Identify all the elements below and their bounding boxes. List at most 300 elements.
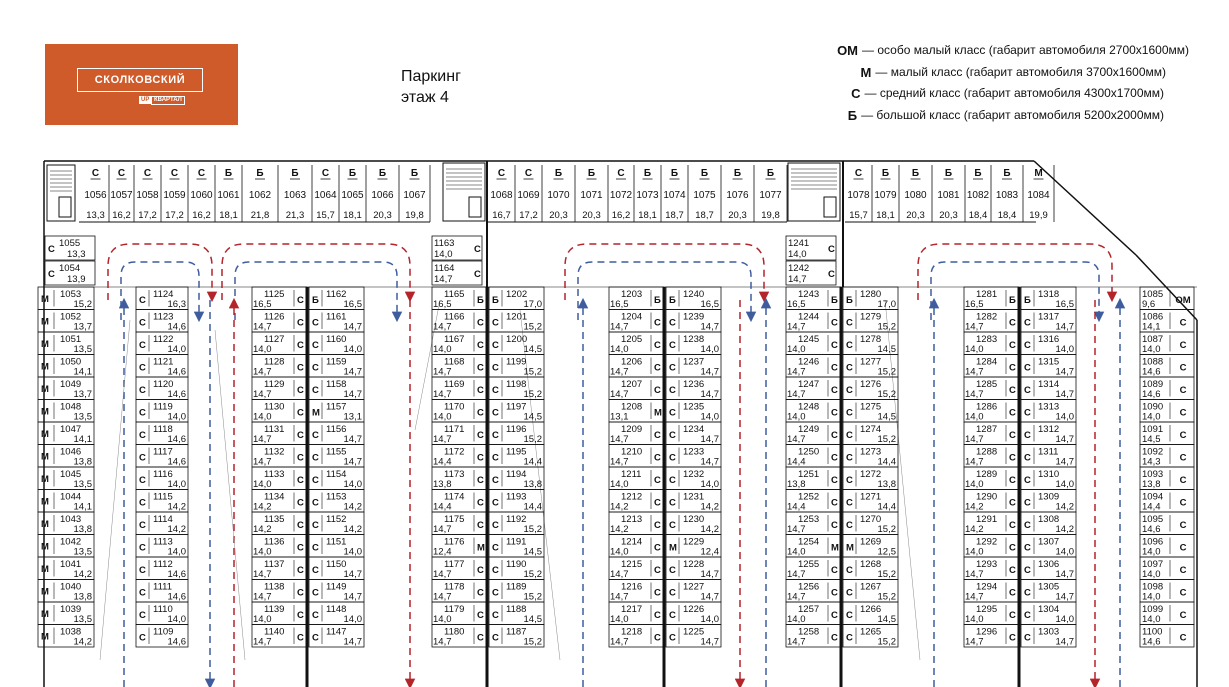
spot-area-1296: 14,7 <box>965 636 984 648</box>
spot-class-1194: С <box>492 475 499 486</box>
spot-class-1204: С <box>654 317 661 329</box>
spot-class-1176: М <box>477 542 485 554</box>
spot-area-1175: 14,7 <box>433 524 452 535</box>
spot-number-1206: 1206 <box>621 356 643 368</box>
spot-class-1229: М <box>669 542 677 554</box>
spot-area-1116: 14,0 <box>167 479 186 490</box>
spot-class-1208: М <box>654 407 662 419</box>
spot-number-1267: 1267 <box>860 581 882 593</box>
spot-number-1088: 1088 <box>1142 356 1164 368</box>
spot-number-1306: 1306 <box>1038 559 1060 570</box>
spot-class-1132: С <box>297 452 304 464</box>
spot-class-1068: С <box>497 168 506 179</box>
spot-number-1057: 1057 <box>110 190 133 201</box>
spot-area-1253: 14,7 <box>787 524 806 535</box>
spot-number-1187: 1187 <box>506 626 527 638</box>
spot-class-1084: М <box>1034 168 1043 179</box>
spot-area-1113: 14,0 <box>167 546 186 558</box>
spot-class-1087: С <box>1179 340 1187 351</box>
spot-area-1209: 14,7 <box>610 434 629 445</box>
spot-area-1157: 13,1 <box>343 411 362 423</box>
spot-class-1072: С <box>617 168 625 179</box>
spot-area-1170: 14,0 <box>433 411 452 423</box>
spot-number-1175: 1175 <box>444 514 465 525</box>
spot-number-1281: 1281 <box>976 289 998 300</box>
spot-number-1064: 1064 <box>314 190 337 201</box>
spot-number-1093: 1093 <box>1142 469 1164 480</box>
spot-area-1109: 14,6 <box>167 636 186 648</box>
spot-class-1047: М <box>41 429 49 440</box>
spot-class-1139: С <box>297 610 304 621</box>
spot-number-1110: 1110 <box>153 604 173 615</box>
legend-text: — малый класс (габарит автомобиля 3700х1600мм) <box>875 64 1166 79</box>
spot-number-1120: 1120 <box>153 379 174 390</box>
spot-area-1058: 17,2 <box>138 210 157 221</box>
spot-number-1156: 1156 <box>326 424 347 435</box>
spot-number-1090: 1090 <box>1142 401 1164 413</box>
spot-class-1251: С <box>831 475 838 486</box>
spot-area-1188: 14,5 <box>523 614 542 625</box>
spot-area-1095: 14,6 <box>1142 524 1161 535</box>
spot-number-1049: 1049 <box>60 379 82 390</box>
spot-area-1255: 14,7 <box>787 569 806 580</box>
spot-class-1060: С <box>197 168 206 179</box>
spot-class-1309: С <box>1024 497 1031 509</box>
red-loop-arrow <box>918 244 1112 300</box>
spot-area-1135: 14,2 <box>253 524 272 535</box>
spot-area-1314: 14,7 <box>1055 389 1074 400</box>
spot-number-1135: 1135 <box>264 514 285 525</box>
spot-class-1052: М <box>41 316 49 328</box>
spot-number-1265: 1265 <box>860 626 882 638</box>
spot-class-1079: Б <box>881 168 890 179</box>
spot-class-1265: С <box>846 632 853 644</box>
spot-number-1072: 1072 <box>609 190 633 201</box>
spot-area-1085: 9,6 <box>1142 299 1156 310</box>
spot-class-1234: С <box>669 430 676 441</box>
spot-area-1161: 14,7 <box>343 321 362 333</box>
spot-number-1168: 1168 <box>444 356 465 368</box>
spot-area-1240: 16,5 <box>700 299 719 310</box>
spot-class-1292: С <box>1009 542 1016 554</box>
spot-number-1268: 1268 <box>860 559 882 570</box>
spot-class-1123: С <box>139 317 146 329</box>
spot-area-1201: 15,2 <box>523 321 542 333</box>
spot-class-1199: С <box>492 362 499 374</box>
spot-class-1192: С <box>492 520 499 531</box>
spot-class-1168: С <box>477 362 484 374</box>
spot-number-1305: 1305 <box>1038 581 1060 593</box>
spot-number-1089: 1089 <box>1142 379 1164 390</box>
legend-code: М <box>860 64 872 80</box>
spot-class-1310: С <box>1024 475 1031 486</box>
spot-area-1068: 16,7 <box>492 210 511 221</box>
spot-number-1192: 1192 <box>506 514 527 525</box>
spot-area-1227: 14,7 <box>700 591 719 603</box>
spot-number-1169: 1169 <box>444 379 465 390</box>
spot-area-1265: 15,2 <box>877 636 896 648</box>
spot-area-1158: 14,7 <box>343 389 362 400</box>
spot-class-1177: С <box>477 565 484 576</box>
spot-area-1112: 14,6 <box>167 569 186 580</box>
spot-number-1215: 1215 <box>621 559 643 570</box>
spot-area-1081: 20,3 <box>939 210 958 221</box>
spot-number-1193: 1193 <box>506 491 527 503</box>
spot-class-1313: С <box>1024 407 1031 419</box>
spot-number-1253: 1253 <box>798 514 820 525</box>
spot-area-1293: 14,7 <box>965 569 984 580</box>
spot-area-1137: 14,7 <box>253 569 272 580</box>
spot-class-1163: С <box>474 244 481 255</box>
logo-brand-text: СКОЛКОВСКИЙ <box>94 74 186 86</box>
spot-class-1091: С <box>1179 430 1187 441</box>
spot-area-1197: 14,5 <box>523 411 542 423</box>
spot-area-1156: 14,7 <box>343 434 362 445</box>
spot-number-1162: 1162 <box>326 289 347 300</box>
spot-class-1065: Б <box>348 168 357 179</box>
spot-class-1257: С <box>831 610 838 621</box>
spot-class-1225: С <box>669 632 676 644</box>
spot-class-1041: М <box>41 564 49 575</box>
spot-number-1239: 1239 <box>683 311 705 323</box>
spot-area-1149: 14,7 <box>343 591 362 603</box>
spot-area-1082: 18,4 <box>968 210 988 221</box>
spot-number-1165: 1165 <box>444 289 465 300</box>
spot-class-1171: С <box>477 430 484 441</box>
spot-class-1056: С <box>91 168 100 179</box>
spot-class-1095: С <box>1179 520 1187 531</box>
spot-area-1217: 14,0 <box>610 614 629 625</box>
spot-area-1152: 14,2 <box>343 524 362 535</box>
spot-class-1315: С <box>1024 362 1031 374</box>
spot-number-1070: 1070 <box>547 190 570 201</box>
spot-number-1235: 1235 <box>683 401 705 413</box>
spot-number-1217: 1217 <box>621 604 643 615</box>
spot-area-1044: 14,1 <box>73 501 92 513</box>
spot-area-1216: 14,7 <box>610 591 629 603</box>
spot-class-1138: С <box>297 587 304 599</box>
spot-class-1051: М <box>41 339 49 350</box>
spot-class-1296: С <box>1009 632 1016 644</box>
spot-area-1126: 14,7 <box>253 321 272 333</box>
spot-class-1130: С <box>297 407 304 419</box>
spot-area-1091: 14,5 <box>1142 434 1161 445</box>
spot-class-1295: С <box>1009 610 1016 621</box>
spot-area-1148: 14,0 <box>343 614 362 625</box>
spot-number-1121: 1121 <box>153 356 174 368</box>
spot-area-1122: 14,0 <box>167 344 186 355</box>
spot-class-1226: С <box>669 610 676 621</box>
spot-area-1160: 14,0 <box>343 344 362 355</box>
spot-area-1053: 15,2 <box>73 299 92 310</box>
spot-number-1159: 1159 <box>326 356 347 368</box>
spot-area-1138: 14,7 <box>253 591 272 603</box>
spot-class-1127: С <box>297 340 304 351</box>
spot-class-1067: Б <box>410 168 419 179</box>
spot-area-1087: 14,0 <box>1142 344 1161 355</box>
spot-class-1203: Б <box>654 295 661 306</box>
spot-number-1295: 1295 <box>976 604 998 615</box>
spot-area-1187: 15,2 <box>523 636 542 648</box>
spot-area-1289: 14,0 <box>965 479 984 490</box>
spot-class-1180: С <box>477 632 484 644</box>
spot-number-1280: 1280 <box>860 289 882 300</box>
spot-number-1155: 1155 <box>326 446 347 458</box>
spot-class-1061: Б <box>224 168 233 179</box>
spot-area-1051: 13,5 <box>73 344 92 355</box>
spot-number-1252: 1252 <box>798 491 820 503</box>
spot-area-1171: 14,7 <box>433 434 452 445</box>
spot-number-1290: 1290 <box>976 491 998 503</box>
parking-spots <box>38 168 1194 648</box>
spot-area-1086: 14,1 <box>1142 321 1161 333</box>
spot-number-1201: 1201 <box>506 311 528 323</box>
spot-class-1048: М <box>41 406 49 418</box>
spot-number-1227: 1227 <box>683 581 705 593</box>
spot-number-1172: 1172 <box>444 446 465 458</box>
spot-area-1252: 14,4 <box>787 501 806 513</box>
legend-code: Б <box>847 107 858 123</box>
spot-number-1053: 1053 <box>60 289 82 300</box>
spot-class-1150: С <box>312 565 319 576</box>
spot-class-1093: С <box>1179 475 1187 486</box>
spot-number-1163: 1163 <box>434 238 455 249</box>
spot-area-1315: 14,7 <box>1055 366 1074 378</box>
spot-area-1039: 13,5 <box>73 614 92 625</box>
spot-class-1085: ОМ <box>1175 295 1191 306</box>
spot-number-1273: 1273 <box>860 446 882 458</box>
spot-number-1234: 1234 <box>683 424 705 435</box>
spot-number-1303: 1303 <box>1038 626 1060 638</box>
spot-number-1095: 1095 <box>1142 514 1164 525</box>
spot-number-1225: 1225 <box>683 626 705 638</box>
spot-area-1169: 14,7 <box>433 389 452 400</box>
spot-area-1307: 14,0 <box>1055 546 1074 558</box>
stair-block <box>443 163 485 221</box>
spot-area-1267: 15,2 <box>877 591 896 603</box>
spot-number-1099: 1099 <box>1142 604 1164 615</box>
spot-area-1276: 15,2 <box>877 389 896 400</box>
spot-area-1249: 14,7 <box>787 434 806 445</box>
spot-class-1070: Б <box>554 168 563 179</box>
spot-area-1047: 14,1 <box>73 434 92 445</box>
spot-number-1307: 1307 <box>1038 536 1060 548</box>
legend-text: — большой класс (габарит автомобиля 5200х2000мм) <box>861 107 1164 122</box>
spot-class-1110: С <box>139 610 146 621</box>
spot-area-1213: 14,2 <box>610 524 629 535</box>
spot-class-1169: С <box>477 385 484 396</box>
spot-number-1316: 1316 <box>1038 334 1060 345</box>
red-loop-arrow <box>222 244 410 300</box>
spot-area-1266: 14,5 <box>877 614 896 625</box>
spot-class-1174: С <box>477 497 484 509</box>
spot-area-1077: 19,8 <box>761 210 780 221</box>
spot-class-1059: С <box>170 168 179 179</box>
spot-class-1063: Б <box>291 168 299 179</box>
spot-number-1091: 1091 <box>1142 424 1164 435</box>
spot-area-1202: 17,0 <box>523 299 542 310</box>
spot-number-1060: 1060 <box>190 190 213 201</box>
spot-number-1131: 1131 <box>264 424 285 435</box>
spot-number-1309: 1309 <box>1038 491 1060 503</box>
spot-class-1155: С <box>312 452 319 464</box>
spot-area-1210: 14,7 <box>610 456 629 468</box>
spot-class-1124: С <box>139 295 146 306</box>
spot-class-1109: С <box>139 632 146 644</box>
spot-class-1270: С <box>846 520 853 531</box>
stair-block <box>788 163 840 221</box>
spot-class-1151: С <box>312 542 319 554</box>
spot-class-1166: С <box>477 317 484 329</box>
spot-number-1266: 1266 <box>860 604 882 615</box>
spot-number-1061: 1061 <box>217 190 240 201</box>
spot-number-1178: 1178 <box>444 581 465 593</box>
spot-class-1134: С <box>297 497 304 509</box>
spot-class-1089: С <box>1179 385 1187 396</box>
spot-number-1065: 1065 <box>341 190 364 201</box>
spot-number-1050: 1050 <box>60 356 82 368</box>
spot-number-1087: 1087 <box>1142 334 1164 345</box>
spot-number-1152: 1152 <box>326 514 347 525</box>
spot-area-1041: 14,2 <box>73 569 92 580</box>
spot-class-1202: Б <box>492 295 499 306</box>
spot-area-1063: 21,3 <box>285 210 305 221</box>
spot-number-1200: 1200 <box>506 334 528 345</box>
spot-number-1249: 1249 <box>798 424 820 435</box>
spot-area-1271: 14,4 <box>877 501 896 513</box>
spot-area-1194: 13,8 <box>523 479 542 490</box>
spot-area-1275: 14,5 <box>877 411 896 423</box>
spot-area-1168: 14,7 <box>433 366 452 378</box>
spot-number-1286: 1286 <box>976 401 998 413</box>
spot-area-1228: 14,7 <box>700 569 719 580</box>
spot-class-1277: С <box>846 362 853 374</box>
spot-number-1274: 1274 <box>860 424 882 435</box>
spot-class-1287: С <box>1009 430 1016 441</box>
spot-area-1212: 14,2 <box>610 501 629 513</box>
spot-area-1124: 16,3 <box>167 299 186 310</box>
spot-class-1066: Б <box>378 168 387 179</box>
spot-area-1218: 14,7 <box>610 636 629 648</box>
spot-class-1255: С <box>831 565 838 576</box>
spot-class-1216: С <box>654 587 661 599</box>
spot-number-1243: 1243 <box>798 289 820 300</box>
spot-class-1116: С <box>139 475 146 486</box>
spot-area-1064: 15,7 <box>316 210 335 221</box>
spot-area-1094: 14,4 <box>1142 501 1161 513</box>
spot-number-1194: 1194 <box>506 469 527 480</box>
spot-area-1115: 14,2 <box>167 501 186 513</box>
spot-area-1045: 13,5 <box>73 479 92 490</box>
spot-class-1274: С <box>846 430 853 441</box>
spot-area-1318: 16,5 <box>1055 299 1074 310</box>
spot-area-1055: 13,3 <box>67 249 86 260</box>
spot-class-1165: Б <box>477 295 484 306</box>
spot-number-1116: 1116 <box>153 469 173 480</box>
spot-area-1208: 13,1 <box>610 411 629 423</box>
spot-number-1191: 1191 <box>506 536 527 548</box>
lift-box <box>824 197 836 217</box>
spot-number-1048: 1048 <box>60 401 82 413</box>
spot-class-1307: С <box>1024 542 1031 554</box>
spot-area-1281: 16,5 <box>965 299 984 310</box>
spot-class-1114: С <box>139 520 146 531</box>
spot-number-1051: 1051 <box>60 334 82 345</box>
spot-class-1128: С <box>297 362 304 374</box>
blue-loop-arrow <box>235 262 397 320</box>
spot-class-1162: Б <box>312 295 319 306</box>
spot-class-1055: С <box>48 244 55 255</box>
spot-area-1078: 15,7 <box>849 210 868 221</box>
spot-number-1179: 1179 <box>444 604 465 615</box>
spot-class-1314: С <box>1024 385 1031 396</box>
spot-class-1227: С <box>669 587 676 599</box>
spot-number-1233: 1233 <box>683 446 705 458</box>
spot-class-1205: С <box>654 340 661 351</box>
spot-area-1284: 14,7 <box>965 366 984 378</box>
spot-number-1147: 1147 <box>326 626 347 638</box>
spot-class-1121: С <box>139 362 146 374</box>
spot-number-1197: 1197 <box>506 401 527 413</box>
spot-area-1130: 14,0 <box>253 411 272 423</box>
spot-area-1155: 14,7 <box>343 456 362 468</box>
spot-class-1074: Б <box>670 168 679 179</box>
spot-area-1083: 18,4 <box>997 210 1017 221</box>
spot-area-1303: 14,7 <box>1055 636 1074 648</box>
spot-class-1073: Б <box>643 168 652 179</box>
spot-class-1154: С <box>312 475 319 486</box>
spot-number-1304: 1304 <box>1038 604 1060 615</box>
spot-number-1069: 1069 <box>517 190 540 201</box>
guide-line <box>215 330 245 660</box>
spot-class-1238: С <box>669 340 676 351</box>
spot-class-1206: С <box>654 362 661 374</box>
spot-number-1119: 1119 <box>153 401 173 413</box>
spot-class-1284: С <box>1009 362 1016 374</box>
spot-number-1078: 1078 <box>847 190 870 201</box>
spot-area-1229: 12,4 <box>700 546 719 558</box>
spot-area-1096: 14,0 <box>1142 546 1161 558</box>
spot-class-1305: С <box>1024 587 1031 599</box>
spot-number-1271: 1271 <box>860 491 882 503</box>
spot-area-1079: 18,1 <box>876 210 895 221</box>
spot-number-1317: 1317 <box>1038 311 1060 323</box>
spot-area-1286: 14,0 <box>965 411 984 423</box>
spot-class-1218: С <box>654 632 661 644</box>
spot-class-1189: С <box>492 587 499 599</box>
spot-class-1064: С <box>321 168 330 179</box>
spot-class-1071: Б <box>587 168 596 179</box>
spot-area-1317: 14,7 <box>1055 321 1074 333</box>
spot-class-1113: С <box>139 542 146 554</box>
spot-area-1052: 13,7 <box>73 321 92 333</box>
spot-number-1173: 1173 <box>444 469 465 480</box>
spot-number-1308: 1308 <box>1038 514 1060 525</box>
spot-area-1239: 14,7 <box>700 321 719 333</box>
spot-area-1287: 14,7 <box>965 434 984 445</box>
legend-text: — особо малый класс (габарит автомобиля 2700х1600мм) <box>862 43 1189 57</box>
spot-class-1149: С <box>312 587 319 599</box>
spot-class-1140: С <box>297 632 304 644</box>
spot-area-1313: 14,0 <box>1055 411 1074 423</box>
spot-class-1099: С <box>1179 610 1187 621</box>
spot-number-1258: 1258 <box>798 626 820 638</box>
spot-class-1280: Б <box>846 295 853 306</box>
spot-number-1284: 1284 <box>976 356 998 368</box>
spot-area-1151: 14,0 <box>343 546 362 558</box>
spot-number-1113: 1113 <box>153 536 173 548</box>
spot-class-1118: С <box>139 430 146 441</box>
